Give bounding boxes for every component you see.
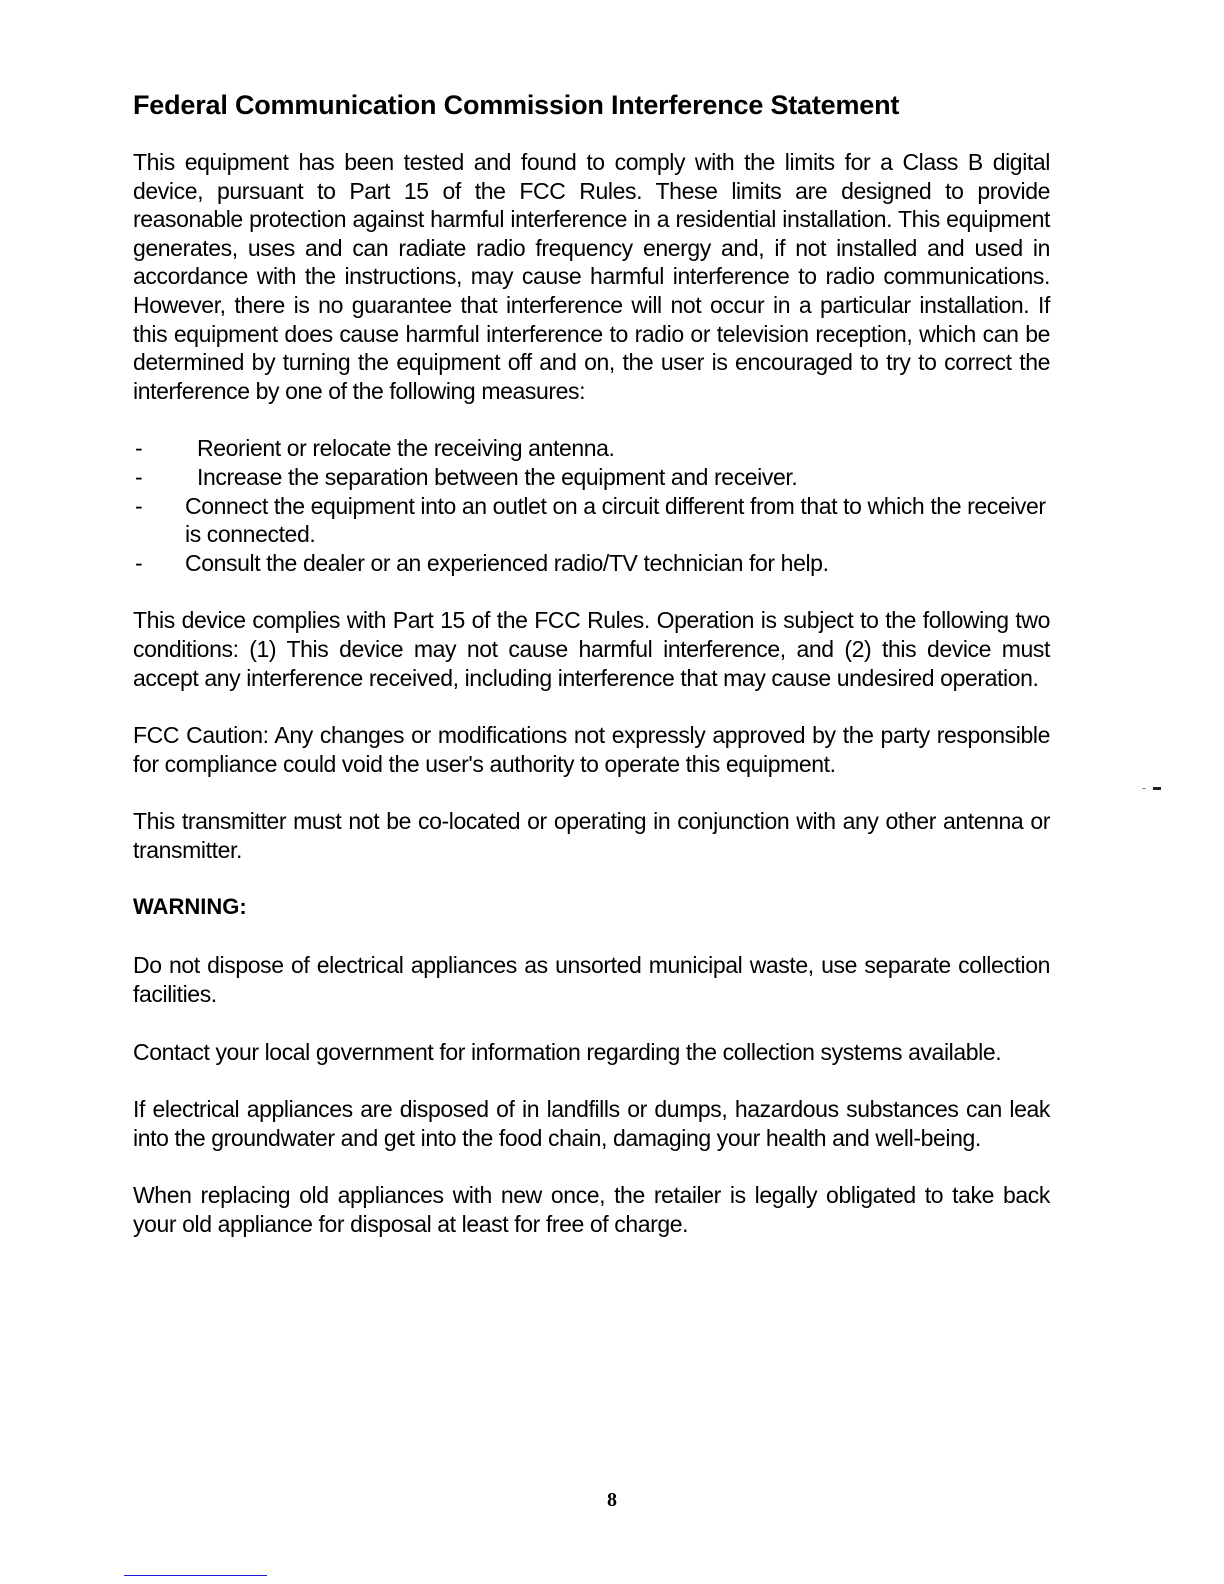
document-page [133, 88, 1050, 1268]
scan-speck [1153, 787, 1161, 790]
fcc-caution-paragraph: FCC Caution: Any changes or modifications not expressly approved by the party responsible for compliance could void the user's authority to operate this equipment. [133, 722, 1050, 777]
scan-speck [1142, 788, 1146, 789]
landfill-paragraph: If electrical appliances are disposed of in landfills or dumps, hazardous substances can leak into the groundwater and get into the food chain, damaging your health and well-being. [133, 1096, 1050, 1151]
list-item [133, 463, 1050, 492]
intro-paragraph: This equipment has been tested and found to comply with the limits for a Class B digital device, pursuant to Part 15 of the FCC Rules. These limits are designed to provide reasonable protection against harmful interference in a residential installation. This equipment generates, uses and can radiate radio frequency energy and, if not installed and used in accordance with the instructions, may cause harmful interference to radio communications. However, there is no guarantee that interference will not occur in a particular installation. If this equipment does cause harmful interference to radio or television reception, which can be determined by turning the equipment off and on, the user is encouraged to try to correct the interference by one of the following measures: [133, 149, 1050, 404]
measures-list [133, 434, 1050, 577]
list-item-text: Reorient or relocate the receiving antenna. [197, 435, 615, 462]
part15-paragraph: This device complies with Part 15 of the FCC Rules. Operation is subject to the following two conditions: (1) This device may not cause harmful interference, and (2) this device must accept any interference received, including interference that may cause undesired operation. [133, 607, 1050, 691]
list-item [133, 492, 1050, 549]
list-item [133, 549, 1050, 578]
bullet-dash: - [135, 463, 143, 490]
page-title: Federal Communication Commission Interference Statement [133, 90, 900, 120]
bullet-dash: - [135, 549, 143, 576]
bullet-dash: - [135, 492, 143, 519]
list-item-text: Connect the equipment into an outlet on a circuit different from that to which the receiver is connected. [185, 492, 1046, 548]
list-item-text: Increase the separation between the equipment and receiver. [197, 463, 798, 490]
retailer-paragraph: When replacing old appliances with new once, the retailer is legally obligated to take back your old appliance for disposal at least for free of charge. [133, 1182, 1050, 1238]
warning-heading: WARNING: [133, 894, 247, 920]
list-item [133, 434, 1050, 463]
contact-paragraph: Contact your local government for information regarding the collection systems available. [133, 1038, 1002, 1065]
list-item-text: Consult the dealer or an experienced radio/TV technician for help. [185, 549, 829, 576]
dispose-paragraph: Do not dispose of electrical appliances as unsorted municipal waste, use separate collection facilities. [133, 952, 1050, 1008]
page-number: 8 [607, 1489, 617, 1511]
bullet-dash: - [135, 435, 143, 462]
transmitter-paragraph: This transmitter must not be co-located or operating in conjunction with any other antenna or transmitter. [133, 808, 1050, 863]
footer-rule [124, 1575, 267, 1576]
